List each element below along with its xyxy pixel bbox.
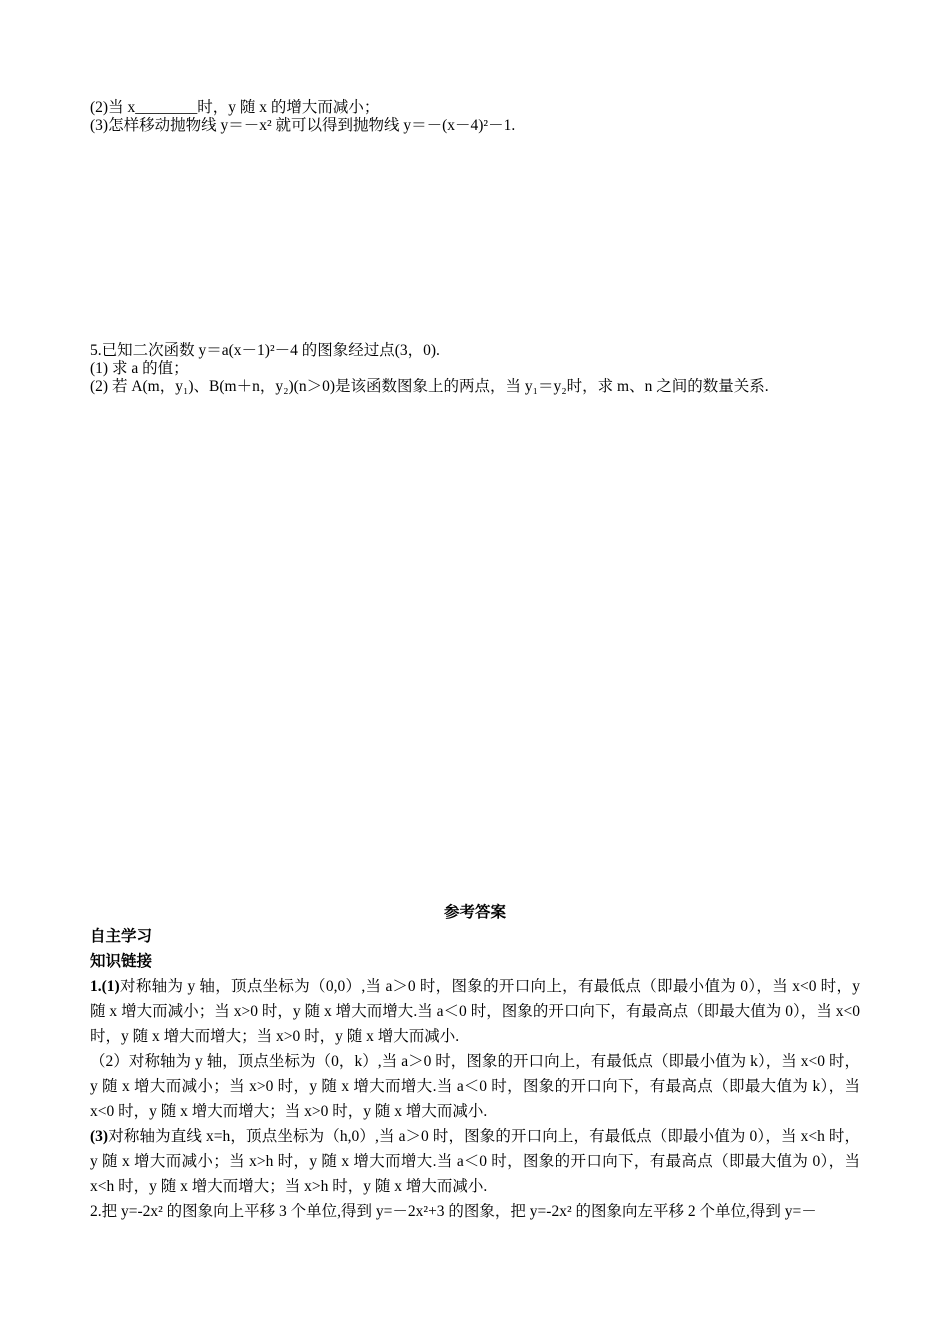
section-self-study: 自主学习 [90,928,153,945]
answers-title: 参考答案 [443,904,506,921]
answer-1-1-label: 1.(1) [90,978,120,995]
q5-part2: (2) 若 A(m，y₁)、B(m＋n，y₂)(n＞0)是该函数图象上的两点，当 y₁＝y₂时，求 m、n 之间的数量关系. [90,378,769,395]
answer-1-1 [90,974,860,1049]
answer-1-3-text: 对称轴为直线 x=h，顶点坐标为（h,0）,当 a＞0 时，图象的开口向上，有最低点（即最小值为 0），当 x<h 时，y 随 x 增大而减小；当 x>h 时，y 随 x 增大而增大.当 a＜0 时，图象的开口向下，有最高点（即最大值为 0），当 x<h 时，y 随 x 增大而增大；当 x>h 时，y 随 x 增大而减小. [90,1128,860,1195]
q4-part3: (3)怎样移动抛物线 y＝－x² 就可以得到抛物线 y＝－(x－4)²－1. [90,117,516,134]
answer-2: 2.把 y=-2x² 的图象向上平移 3 个单位,得到 y=－2x²+3 的图象，把 y=-2x² 的图象向左平移 2 个单位,得到 y=－ [90,1203,817,1220]
answers-body [90,924,860,1224]
question-5 [90,342,860,396]
answer-1-3 [90,1124,860,1199]
q5-stem: 5.已知二次函数 y＝a(x－1)²－4 的图象经过点(3，0). [90,342,440,359]
answer-1-3-label: (3) [90,1128,109,1145]
section-knowledge-link: 知识链接 [90,953,153,970]
q4-part2: (2)当 x________时，y 随 x 的增大而减小； [90,99,380,116]
answer-1-2: （2）对称轴为 y 轴，顶点坐标为（0，k）,当 a＞0 时，图象的开口向上，有最低点（即最小值为 k），当 x<0 时，y 随 x 增大而减小；当 x>0 时，y 随 x 增大而增大.当 a＜0 时，图象的开口向下，有最高点（即最大值为 k），当 x<0 时，y 随 x 增大而增大；当 x>0 时，y 随 x 增大而减小. [90,1053,860,1120]
q5-part1: (1) 求 a 的值； [90,360,189,377]
answer-1-1-text: 对称轴为 y 轴，顶点坐标为（0,0）,当 a＞0 时，图象的开口向上，有最低点（即最小值为 0），当 x<0 时，y 随 x 增大而减小；当 x>0 时，y 随 x 增大而增大.当 a＜0 时，图象的开口向下，有最高点（即最大值为 0），当 x<0 时，y 随 x 增大而增大；当 x>0 时，y 随 x 增大而减小. [90,978,860,1045]
question-4-continued [90,99,860,135]
